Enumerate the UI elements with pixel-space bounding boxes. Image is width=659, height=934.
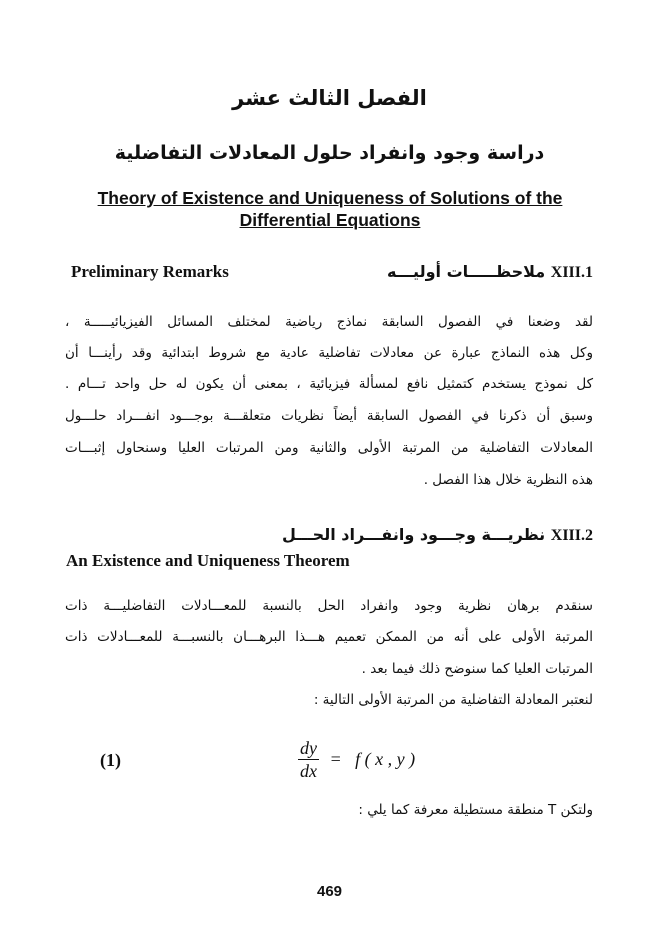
equation-rhs: = f ( x , y ) — [329, 749, 416, 769]
equation-denominator: dx — [300, 761, 317, 781]
section-1-line-5: المعادلات التفاضلية من المرتبة الأولى والثانية ومن المرتبات العليا وسنحاول إثبـــات — [65, 440, 593, 456]
section-1-line-6: هذه النظرية خلال هذا الفصل . — [423, 472, 593, 488]
english-title — [60, 187, 600, 231]
equation-fraction — [298, 737, 319, 782]
english-title-line-1: Theory of Existence and Uniqueness of Solutions of the — [97, 188, 563, 208]
section-2-title-en: An Existence and Uniqueness Theorem — [66, 551, 350, 570]
english-title-line-2: Differential Equations — [239, 210, 421, 230]
page-number: 469 — [316, 883, 343, 900]
section-2-line-1: سنقدم برهان نظرية وجود وانفراد الحل بالنسبة للمعـــادلات التفاضليـــة ذات — [65, 598, 593, 614]
section-1-line-1: لقد وضعنا في الفصول السابقة نماذج رياضية لمختلف المسائل الفيزيائيـــــة ، — [65, 314, 593, 330]
section-2-heading — [282, 525, 593, 545]
section-2-intro-line: لنعتبر المعادلة التفاضلية من المرتبة الأولى التالية : — [313, 692, 593, 708]
section-1-line-4: وسبق أن ذكرنا في الفصول السابقة أيضاً نظريات متعلقـــة بوجـــود انفـــراد حلـــول — [65, 408, 593, 424]
section-1-title-ar: ملاحظـــــات أوليـــه — [386, 262, 546, 281]
section-2-number: XIII.2 — [550, 527, 593, 544]
equation-numerator: dy — [300, 738, 317, 758]
section-1-line-2: وكل هذه النماذج عبارة عن معادلات تفاضلية عادية مع شروط ابتدائية وقد رأينـــا أن — [65, 345, 593, 361]
equation-number: (1) — [100, 750, 121, 770]
chapter-subtitle: دراسة وجود وانفراد حلول المعادلات التفاضلية — [114, 142, 545, 164]
section-1-line-3: كل نموذج يستخدم كتمثيل نافع لمسألة فيزيائية ، بمعنى أن يكون له حل واحد تـــام . — [65, 376, 593, 392]
equation — [298, 737, 415, 782]
section-1-title-en: Preliminary Remarks — [71, 262, 229, 281]
section-1-heading — [387, 262, 593, 282]
section-1-number: XIII.1 — [550, 264, 593, 281]
section-2-title-ar: نظريـــة وجـــود وانفـــراد الحـــل — [281, 525, 546, 544]
section-2-line-3: المرتبات العليا كما سنوضح ذلك فيما بعد . — [361, 661, 593, 677]
chapter-title: الفصل الثالث عشر — [232, 86, 427, 110]
section-2-line-2: المرتبة الأولى على أنه من الممكن تعميم هـــذا البرهـــان بالنسبـــة للمعـــادلات ذات — [65, 629, 593, 645]
section-2-after-line: ولتكن T منطقة مستطيلة معرفة كما يلي : — [358, 802, 593, 818]
